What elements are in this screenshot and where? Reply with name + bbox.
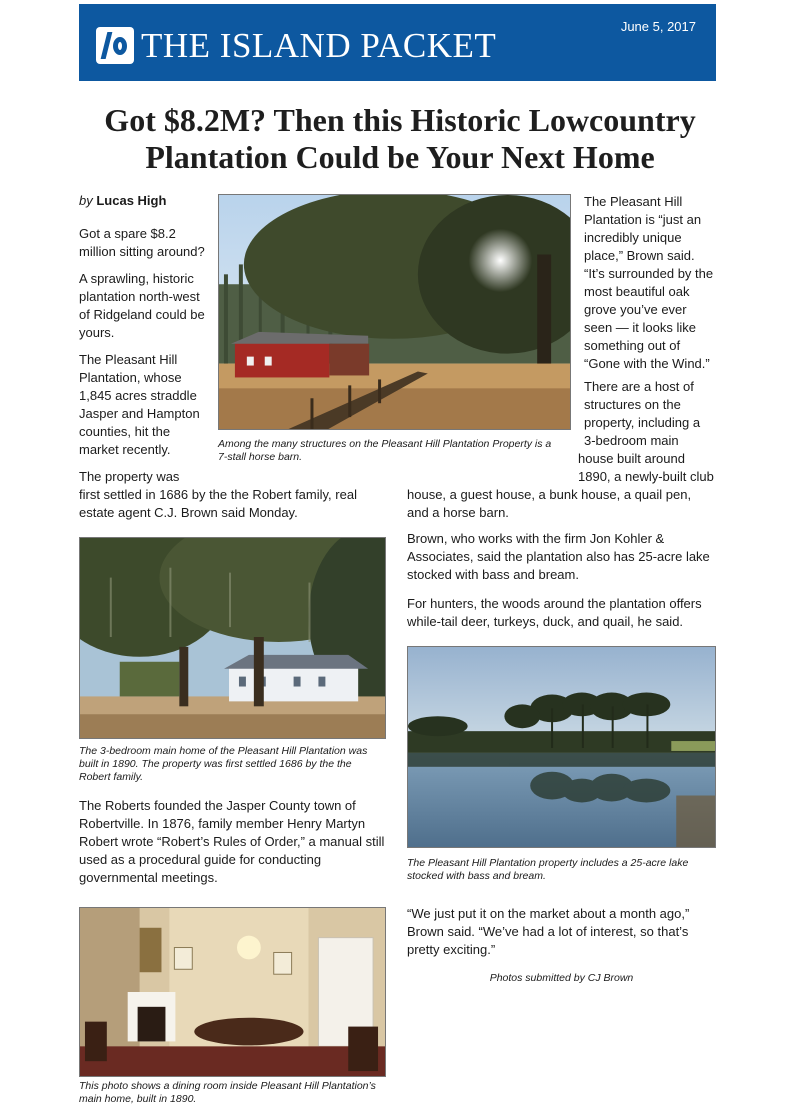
barn-photo-caption: Among the many structures on the Pleasant Hill Plantation Property is a 7-stall horse barn. [218, 438, 552, 463]
publication-date: June 5, 2017 [620, 19, 696, 34]
byline [79, 193, 166, 208]
paragraph-settled: The property was first settled in 1686 by the the Robert family, real estate agent C.J. Brown said Monday. [79, 469, 357, 520]
author-name: Lucas High [96, 193, 167, 208]
paragraph-kohler: Brown, who works with the firm Jon Kohler & Associates, said the plantation also has 25-acre lake stocked with bass and bream. [407, 531, 710, 582]
dining-room-photo-caption: This photo shows a dining room inside Pleasant Hill Plantation’s main home, built in 1890. [79, 1080, 376, 1105]
headline-line-2: Plantation Could be Your Next Home [145, 139, 655, 175]
paragraph-hunters: For hunters, the woods around the plantation offers while-tail deer, turkeys, duck, and quail, he said. [407, 596, 702, 629]
lake-photo [407, 646, 716, 848]
paragraph-roberts: The Roberts founded the Jasper County town of Robertville. In 1876, family member Henry Martyn Robert wrote “Robert’s Rules of Order,” a manual still used as a procedural guide for conducting governmental meetings. [79, 798, 385, 885]
paragraph-sprawling: A sprawling, historic plantation north-west of Ridgeland could be yours. [79, 271, 205, 340]
main-home-photo [79, 537, 386, 739]
paragraph-structures-cont: house built around 1890, a newly-built club [578, 451, 714, 484]
paragraph-acres: The Pleasant Hill Plantation, whose 1,845 acres straddle Jasper and Hampton counties, hit the market recently. [79, 352, 200, 457]
paragraph-structures: There are a host of structures on the property, including a 3-bedroom main [584, 379, 701, 448]
dining-room-photo [79, 907, 386, 1077]
paragraph-closing-quote: “We just put it on the market about a month ago,” Brown said. “We’ve had a lot of interest, so that’s pretty exciting.” [407, 906, 690, 957]
lake-photo-caption: The Pleasant Hill Plantation property includes a 25-acre lake stocked with bass and bream. [407, 857, 689, 882]
paragraph-structures-end: house, a guest house, a bunk house, a quail pen, and a horse barn. [407, 487, 692, 520]
main-home-photo-caption: The 3-bedroom main home of the Pleasant Hill Plantation was built in 1890. The property was first settled 1686 by the the Robert family. [79, 745, 368, 783]
paragraph-unique-place: The Pleasant Hill Plantation is “just an incredibly unique place,” Brown said. “It’s surrounded by the most beautiful oak grove you’ve ever seen — it looks like something out of “Gone with the Wind.” [584, 194, 714, 371]
barn-photo [218, 194, 571, 430]
island-packet-logo-icon [96, 27, 134, 64]
photo-credit: Photos submitted by CJ Brown [489, 972, 634, 984]
publication-name: THE ISLAND PACKET [141, 26, 497, 65]
article-headline [60, 102, 740, 176]
paragraph-intro: Got a spare $8.2 million sitting around? [79, 226, 205, 259]
byline-prefix: by [79, 193, 93, 208]
headline-line-1: Got $8.2M? Then this Historic Lowcountry [104, 102, 696, 138]
